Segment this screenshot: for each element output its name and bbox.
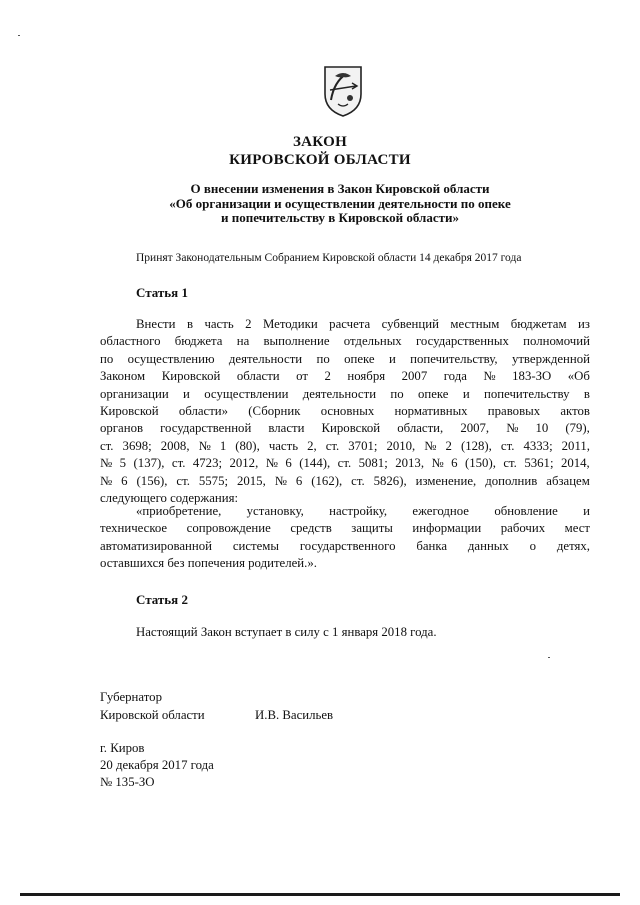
coat-of-arms-emblem <box>322 64 364 118</box>
signatory-name: И.В. Васильев <box>255 708 334 722</box>
subtitle-line: «Об организации и осуществлении деятельности по опеке <box>169 195 511 211</box>
text-line: по осуществлению деятельности по опеке и попечительству, утвержденной <box>100 351 590 366</box>
text-line: организации и осуществлении деятельности по опеке и попечительству в <box>100 386 590 401</box>
law-number: № 135-ЗО <box>100 775 155 789</box>
scan-speck <box>18 35 20 36</box>
law-title: ЗАКОН <box>292 134 348 150</box>
signatory-title: Губернатор <box>100 690 162 704</box>
region-title: КИРОВСКОЙ ОБЛАСТИ <box>229 152 411 168</box>
text-line: № 6 (156), ст. 5575; 2015, № 6 (162), ст. 5826), изменение, дополнив абзацем <box>100 473 590 488</box>
text-line: ст. 3698; 2008, № 1 (80), часть 2, ст. 3701; 2010, № 2 (128), ст. 4333; 2011, <box>100 438 590 453</box>
text-line: «приобретение, установку, настройку, ежегодное обновление и <box>136 504 590 518</box>
place-city: г. Киров <box>100 741 145 755</box>
text-line: Кировской области» (Сборник основных нормативных правовых актов <box>100 403 590 418</box>
subtitle-line: и попечительству в Кировской области» <box>220 210 459 225</box>
article-1-heading: Статья 1 <box>136 285 188 300</box>
subtitle-line: О внесении изменения в Закон Кировской области <box>190 181 490 196</box>
text-line: Законом Кировской области от 2 ноября 2007 года № 183-ЗО «Об <box>100 369 590 384</box>
article-1-paragraph-2 <box>100 503 590 573</box>
article-1-paragraph-1 <box>100 316 590 507</box>
scan-speck <box>548 657 550 658</box>
signatory-region: Кировской области <box>100 708 205 722</box>
text-line: областного бюджета на выполнение отдельных государственных полномочий <box>100 334 590 349</box>
article-2-text: Настоящий Закон вступает в силу с 1 января 2018 года. <box>136 625 437 639</box>
law-subtitle <box>90 182 590 226</box>
text-line-content: следующего содержания: <box>100 490 239 505</box>
bottom-rule <box>20 893 620 896</box>
text-line: органов государственной власти Кировской области, 2007, № 10 (79), <box>100 421 590 436</box>
text-line: техническое сопровождение средств защиты информации рабочих мест <box>100 521 590 536</box>
text-line: Внести в часть 2 Методики расчета субвенций местным бюджетам из <box>136 317 590 331</box>
article-2-heading: Статья 2 <box>136 592 188 607</box>
adoption-note: Принят Законодательным Собранием Кировской области 14 декабря 2017 года <box>136 252 522 264</box>
place-date: 20 декабря 2017 года <box>100 758 214 772</box>
text-line-content: оставшихся без попечения родителей.». <box>100 556 317 571</box>
text-line <box>100 555 590 572</box>
text-line: автоматизированной системы государственного банка данных о детях, <box>100 538 590 553</box>
text-line: № 5 (137), ст. 4723; 2012, № 6 (144), ст. 5081; 2013, № 6 (150), ст. 5361; 2014, <box>100 456 590 471</box>
